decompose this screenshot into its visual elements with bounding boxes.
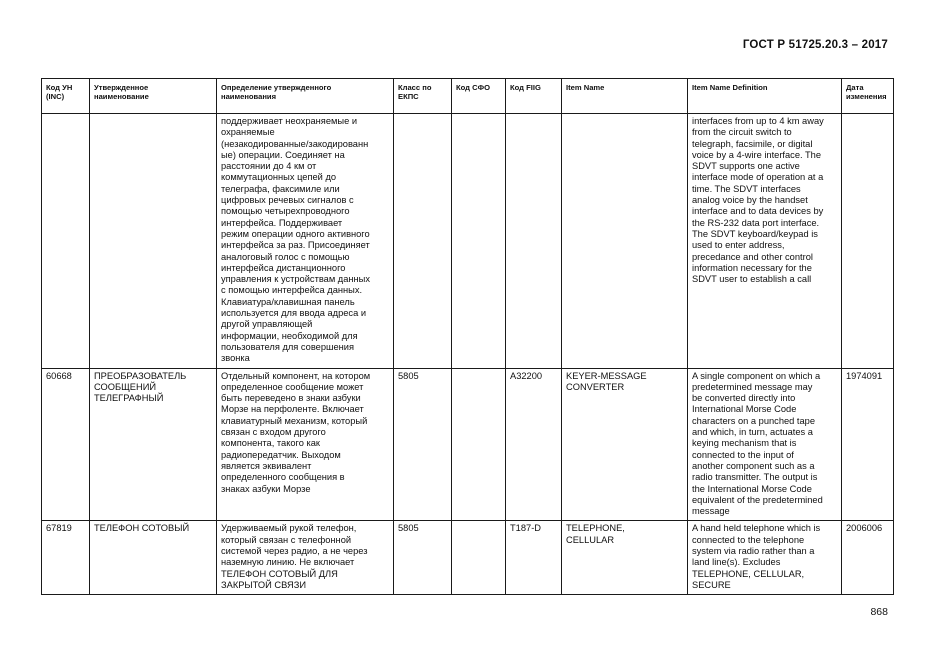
cell-inc <box>42 114 90 369</box>
col-header-inc: Код УН (INC) <box>42 79 90 114</box>
col-header-item-name-definition: Item Name Definition <box>688 79 842 114</box>
cell-item-name: KEYER-MESSAGE CONVERTER <box>562 368 688 521</box>
cell-item-name-definition: A hand held telephone which is connected to the telephone system via radio rather than a land line(s). Excludes TELEPHONE, CELLULAR, SECURE <box>688 521 842 595</box>
cell-item-name-definition: A single component on which a predetermined message may be converted directly into International Morse Code characters on a punched tape and which, in turn, actuates a keying mechanism that is connected to the input of another component such as a radio transmitter. The output is the International Morse Code equivalent of the predetermined message <box>688 368 842 521</box>
table-row <box>42 114 894 369</box>
table-row <box>42 368 894 521</box>
cell-change-date: 1974091 <box>842 368 894 521</box>
cell-sfo-code <box>452 114 506 369</box>
cell-fiig-code <box>506 114 562 369</box>
cell-item-name: TELEPHONE, CELLULAR <box>562 521 688 595</box>
cell-approved-name: ПРЕОБРАЗОВАТЕЛЬ СООБЩЕНИЙ ТЕЛЕГРАФНЫЙ <box>90 368 217 521</box>
table-row <box>42 521 894 595</box>
table-header-row <box>42 79 894 114</box>
col-header-fiig-code: Код FIIG <box>506 79 562 114</box>
cell-change-date <box>842 114 894 369</box>
cell-definition: поддерживает неохраняемые и охраняемые (незакодированные/закодированн ые) операции. Соединяет на расстоянии до 4 км от коммутационных цепей до телеграфа, факсимиле или цифровых речевых сигналов с помощью четырехпроводного интерфейса. Поддерживает режим операции одного активного интерфейса за раз. Присоединяет аналоговый голос с помощью интерфейса дистанционного управления к устройствам данных с помощью интерфейса данных. Клавиатура/клавишная панель используется для ввода адреса и другой управляющей информации, необходимой для пользователя для совершения звонка <box>217 114 394 369</box>
catalog-table <box>41 78 894 595</box>
col-header-item-name: Item Name <box>562 79 688 114</box>
col-header-ekps-class: Класс по ЕКПС <box>394 79 452 114</box>
col-header-change-date: Дата изменения <box>842 79 894 114</box>
cell-ekps-class: 5805 <box>394 521 452 595</box>
cell-item-name <box>562 114 688 369</box>
cell-ekps-class <box>394 114 452 369</box>
page-number: 868 <box>870 606 888 618</box>
cell-fiig-code: T187-D <box>506 521 562 595</box>
cell-change-date: 2006006 <box>842 521 894 595</box>
document-standard-code: ГОСТ Р 51725.20.3 – 2017 <box>742 39 888 51</box>
cell-definition: Отдельный компонент, на котором определенное сообщение может быть переведено в знаки азбуки Морзе на перфоленте. Включает клавиатурный механизм, который связан с входом другого компонента, такого как радиопередатчик. Выходом является эквивалент определенного сообщения в знаках азбуки Морзе <box>217 368 394 521</box>
cell-inc: 60668 <box>42 368 90 521</box>
cell-approved-name: ТЕЛЕФОН СОТОВЫЙ <box>90 521 217 595</box>
col-header-sfo-code: Код СФО <box>452 79 506 114</box>
cell-item-name-definition: interfaces from up to 4 km away from the circuit switch to telegraph, facsimile, or digital voice by a 4-wire interface. The SDVT supports one active interface mode of operation at a time. The SDVT interfaces analog voice by the handset interface and to data devices by the RS-232 data port interface. The SDVT keyboard/keypad is used to enter address, precedance and other control information necessary for the SDVT user to establish a call <box>688 114 842 369</box>
cell-approved-name <box>90 114 217 369</box>
cell-sfo-code <box>452 521 506 595</box>
cell-ekps-class: 5805 <box>394 368 452 521</box>
col-header-definition: Определение утвержденного наименования <box>217 79 394 114</box>
col-header-approved-name: Утвержденное наименование <box>90 79 217 114</box>
cell-definition: Удерживаемый рукой телефон, который связан с телефонной системой через радио, а не через наземную линию. Не включает ТЕЛЕФОН СОТОВЫЙ ДЛЯ ЗАКРЫТОЙ СВЯЗИ <box>217 521 394 595</box>
cell-inc: 67819 <box>42 521 90 595</box>
cell-fiig-code: A32200 <box>506 368 562 521</box>
cell-sfo-code <box>452 368 506 521</box>
